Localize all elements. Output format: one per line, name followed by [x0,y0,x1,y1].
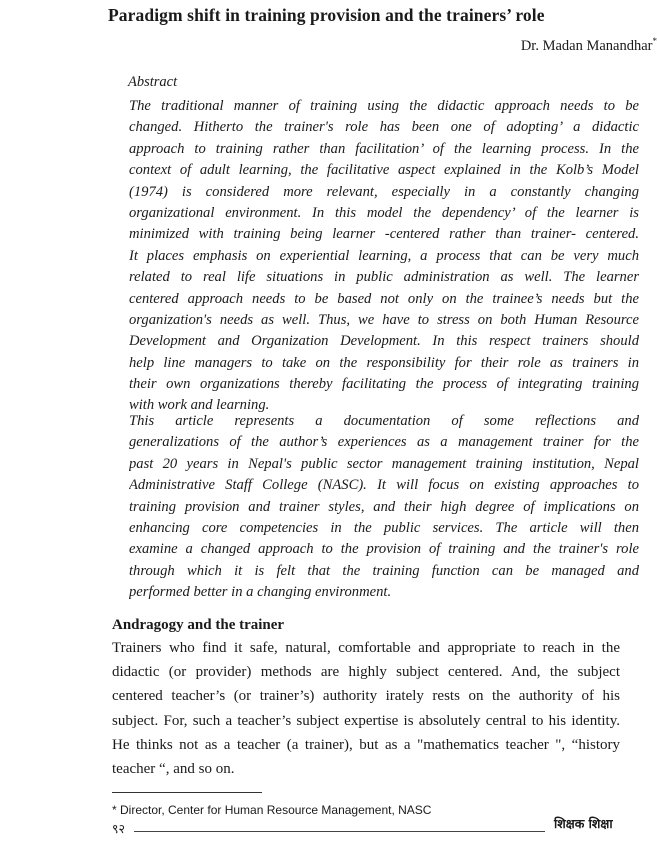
text-line: The traditional manner of training using the didactic approach needs to be [129,98,639,114]
text-line: training provision and trainer styles, and their high degree of implications on [129,498,639,515]
text-line: He thinks not as a teacher (a trainer), but as a "mathematics teacher ", “history [112,736,620,753]
text-line: subject. For, such a teacher’s subject expertise is absolutely central to his identity. [112,712,620,729]
author-name: Dr. Madan Manandhar [520,37,653,54]
journal-name: शिक्षक शिक्षा [554,816,613,831]
section-heading: Andragogy and the trainer [112,617,285,633]
text-line: centered approach needs to be based not only on the trainee’s needs but the [129,290,639,307]
text-line: related to real life situations in public administration as well. The learner [129,269,639,286]
text-line: enhancing core competencies in the public services. The article will then [129,519,639,536]
text-line: changed. Hitherto the trainer's role has been one of adopting’ a didactic [129,119,639,136]
section-body [112,636,620,781]
text-line: This article represents a documentation of some reflections and [129,413,639,429]
text-line: approach to training rather than facilitation’ of the learning process. In the [129,140,639,157]
text-line: help line managers to take on the responsibility for their role as trainers in [129,354,639,371]
text-line: minimized with training being learner -centered rather than trainer- centered. [129,226,639,243]
text-line: (1974) is considered more relevant, especially in a constantly changing [129,183,639,200]
text-line: Administrative Staff College (NASC). It will focus on existing approaches to [129,477,639,494]
abstract-paragraph-1 [129,96,639,417]
text-line: teacher “, and so on. [112,760,235,777]
author-footnote-mark: * [652,36,657,46]
text-line: generalizations of the author’s experiences as a management trainer for the [129,434,639,451]
text-line: through which it is felt that the training function can be managed and [129,562,639,579]
text-line: performed better in a changing environment. [129,584,392,601]
text-line: with work and learning. [129,397,270,414]
text-line: organizational environment. In this model the dependency’ of the learner is [129,204,639,221]
footer-rule [134,831,545,832]
author-line [521,36,657,55]
text-line: It places emphasis on experiential learning, a process that can be very much [129,247,639,264]
text-line: didactic (or provider) methods are highly subject centered. And, the subject [112,664,620,681]
text-line: their own organizations thereby facilitating the process of integrating training [129,376,639,393]
text-line: past 20 years in Nepal's public sector management training institution, Nepal [129,455,639,472]
text-line: Development and Organization Development. In this respect trainers should [129,333,639,350]
text-line: Trainers who find it safe, natural, comfortable and appropriate to reach in the [112,640,620,656]
footnote-rule [112,792,262,793]
abstract-heading: Abstract [128,74,178,90]
footnote: * Director, Center for Human Resource Management, NASC [112,803,432,817]
text-line: examine a changed approach to the provision of training and the trainer's role [129,541,639,558]
text-line: context of adult learning, the facilitative aspect explained in the Kolb’s Model [129,162,639,179]
article-title: Paradigm shift in training provision and the trainers’ role [108,5,545,25]
page-number: ९२ [112,821,126,836]
abstract-paragraph-2 [129,411,639,604]
text-line: organization's needs as well. Thus, we have to stress on both Human Resource [129,311,639,328]
text-line: centered teacher’s (or trainer’s) authority irately rests on the authority of his [112,688,620,705]
